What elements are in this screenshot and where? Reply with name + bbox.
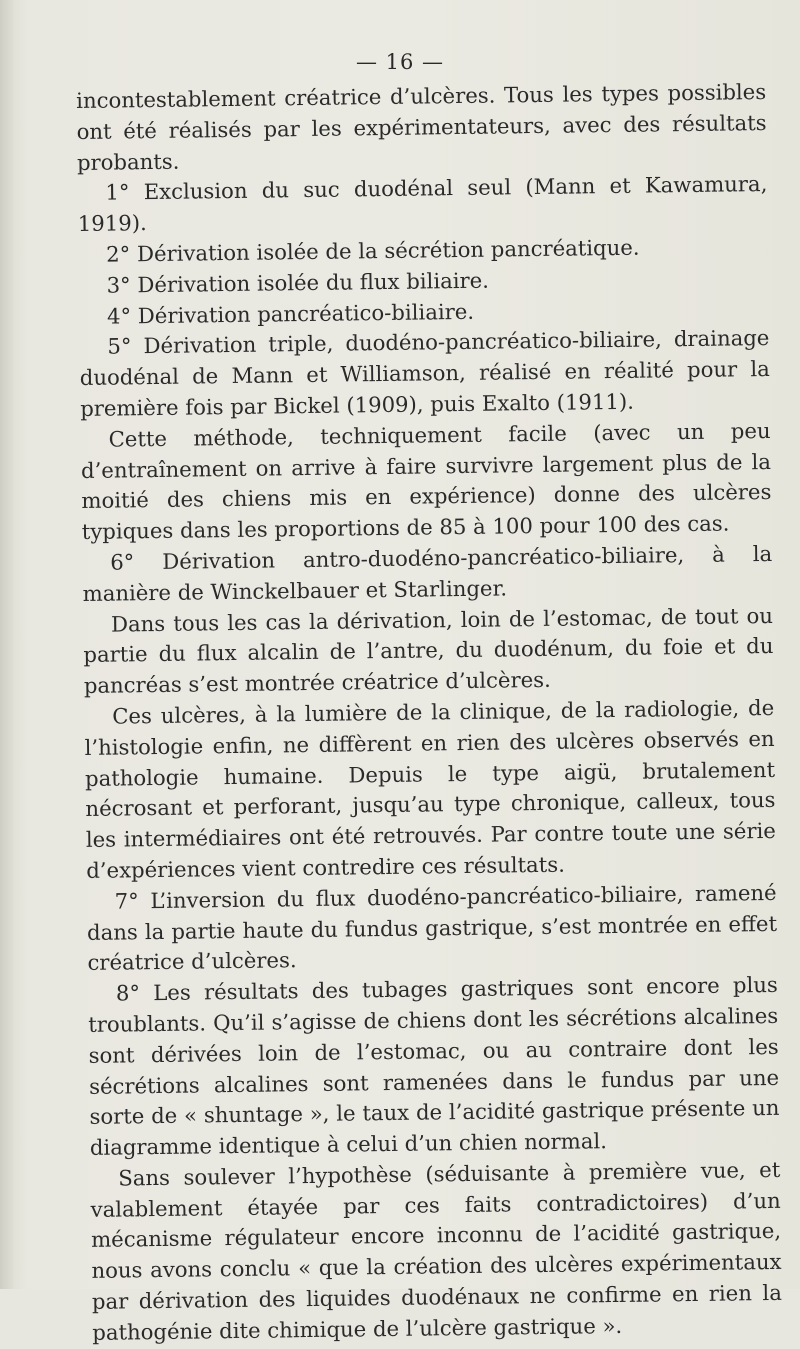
- paragraph: Dans tous les cas la dérivation, loin de l’estomac, de tout ou partie du flux alcalin de l’antre, du duodénum, du foie et du pancréas s’est montrée créatrice d’ulcères.: [83, 602, 774, 699]
- paragraph: Ces ulcères, à la lumière de la clinique, de la radiologie, de l’histologie enfin, ne diffèrent en rien des ulcères observés en pathologie humaine. Depuis le type aigü, brutalement nécrosant et perforant, jusqu’au type chronique, calleux, tous les intermédiaires ont été retrouvés. Par contre toute une série d’expériences vient contredire ces résultats.: [84, 694, 776, 883]
- paragraph: 7° L’inversion du flux duodéno-pancréatico-biliaire, ramené dans la partie haute du fundus gastrique, s’est montrée en effet créatrice d’ulcères.: [86, 879, 778, 976]
- paragraph: 4° Dérivation pancréatico-biliaire.: [106, 298, 475, 329]
- paragraph: 1° Exclusion du suc duodénal seul (Mann et Kawamura, 1919).: [77, 171, 768, 237]
- paragraph: 5° Dérivation triple, duodéno-pancréatico-biliaire, drainage duodénal de Mann et Williamson, réalisé en réalité pour la première fois par Bickel (1909), puis Exalto (1911).: [79, 325, 770, 421]
- page-number: — 16 —: [355, 50, 445, 74]
- paragraph: 6° Dérivation antro-duodéno-pancréatico-biliaire, à la manière de Winckelbauer et Starlinger.: [82, 540, 773, 606]
- paragraph: 3° Dérivation isolée du flux biliaire.: [106, 267, 490, 298]
- page-binding-edge: [0, 0, 14, 1289]
- paragraph: Cette méthode, techniquement facile (avec un peu d’entraînement on arrive à faire survivre largement plus de la moitié des chiens mis en expérience) donne des ulcères typiques dans les proportions de 85 à 100 pour 100 des cas.: [80, 417, 772, 545]
- paragraph: 2° Dérivation isolée de la sécrétion pancréatique.: [106, 234, 640, 267]
- paragraph: 8° Les résultats des tubages gastriques sont encore plus troublants. Qu’il s’agisse de chiens dont les sécrétions alcalines sont dérivées loin de l’estomac, ou au contraire dont les sécrétions alcalines sont ramenées dans le fundus par une sorte de « shuntage », le taux de l’acidité gastrique présente un diagramme identique à celui d’un chien normal.: [88, 972, 780, 1161]
- body-text: [76, 77, 782, 1349]
- paragraph: incontestablement créatrice d’ulcères. Tous les types possibles ont été réalisés par les expérimentateurs, avec des résultats probants.: [76, 78, 767, 175]
- paragraph: Sans soulever l’hypothèse (séduisante à première vue, et valablement étayée par ces faits contradictoires) d’un mécanisme régulateur encore inconnu de l’acidité gastrique, nous avons conclu « que la création des ulcères expérimentaux par dérivation des liquides duodénaux ne confirme en rien la pathogénie dite chimique de l’ulcère gastrique ».: [90, 1156, 783, 1345]
